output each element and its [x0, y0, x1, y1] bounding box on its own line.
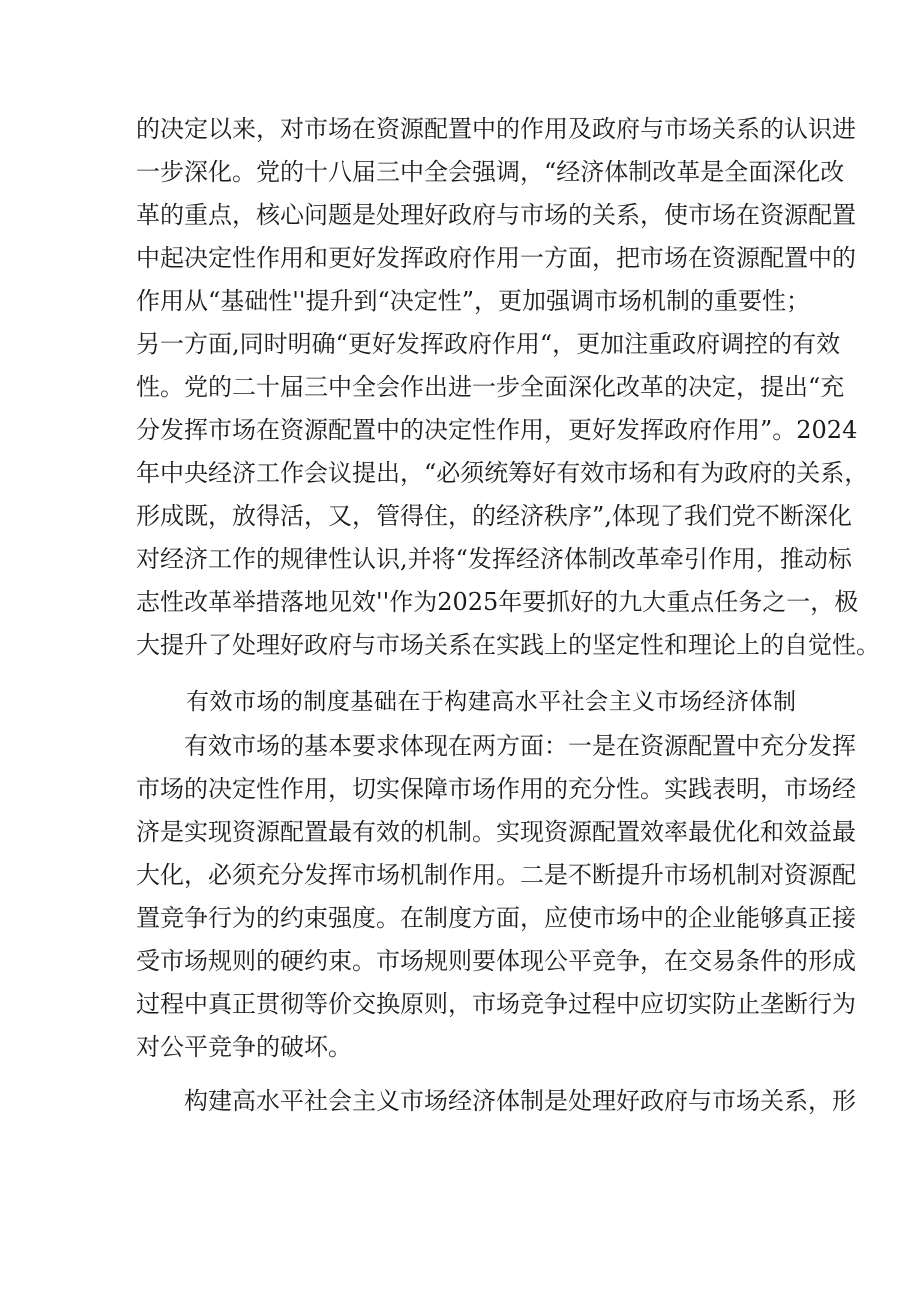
text-line: 市场的决定性作用，切实保障市场作用的充分性。实践表明，市场经	[136, 775, 856, 803]
text-line: 性。党的二十届三中全会作出进一步全面深化改革的决定，提出“充	[136, 373, 845, 401]
text-line: 过程中真正贯彻等价交换原则，市场竞争过程中应切实防止垄断行为	[136, 990, 856, 1018]
text-line: 对经济工作的规律性认识,并将“发挥经济体制改革牵引作用，推动标	[136, 545, 852, 573]
text-line: 另一方面,同时明确“更好发挥政府作用“，更加注重政府调控的有效	[136, 330, 841, 358]
text-line: 年中央经济工作会议提出，“必须统筹好有效市场和有为政府的关系，	[136, 459, 869, 487]
text-line: 置竞争行为的约束强度。在制度方面，应使市场中的企业能够真正接	[136, 904, 856, 932]
text-line: 有效市场的基本要求体现在两方面：一是在资源配置中充分发挥	[184, 732, 856, 760]
text-line: 对公平竞争的破坏。	[136, 1033, 352, 1061]
text-line: 中起决定性作用和更好发挥政府作用一方面，把市场在资源配置中的	[136, 244, 856, 272]
text-line: 大提升了处理好政府与市场关系在实践上的坚定性和理论上的自觉性。	[136, 631, 880, 659]
text-line: 大化，必须充分发挥市场机制作用。二是不断提升市场机制对资源配	[136, 861, 856, 889]
text-line: 革的重点，核心问题是处理好政府与市场的关系，使市场在资源配置	[136, 201, 856, 229]
text-line: 一步深化。党的十八届三中全会强调，“经济体制改革是全面深化改	[136, 158, 845, 186]
text-line: 作用从“基础性''提升到“决定性”，更加强调市场机制的重要性；	[136, 287, 811, 315]
text-line: 构建高水平社会主义市场经济体制是处理好政府与市场关系，形	[184, 1087, 856, 1115]
section-heading: 有效市场的制度基础在于构建高水平社会主义市场经济体制	[186, 689, 796, 715]
text-line: 志性改革举措落地见效''作为2025年要抓好的九大重点任务之一，极	[136, 588, 859, 616]
text-line: 分发挥市场在资源配置中的决定性作用，更好发挥政府作用”。2024	[136, 416, 858, 444]
text-line: 形成既，放得活，又，管得住，的经济秩序”,体现了我们党不断深化	[136, 502, 852, 530]
text-line: 济是实现资源配置最有效的机制。实现资源配置效率最优化和效益最	[136, 818, 856, 846]
text-line: 受市场规则的硬约束。市场规则要体现公平竞争，在交易条件的形成	[136, 947, 856, 975]
text-line: 的决定以来，对市场在资源配置中的作用及政府与市场关系的认识进	[136, 115, 856, 143]
